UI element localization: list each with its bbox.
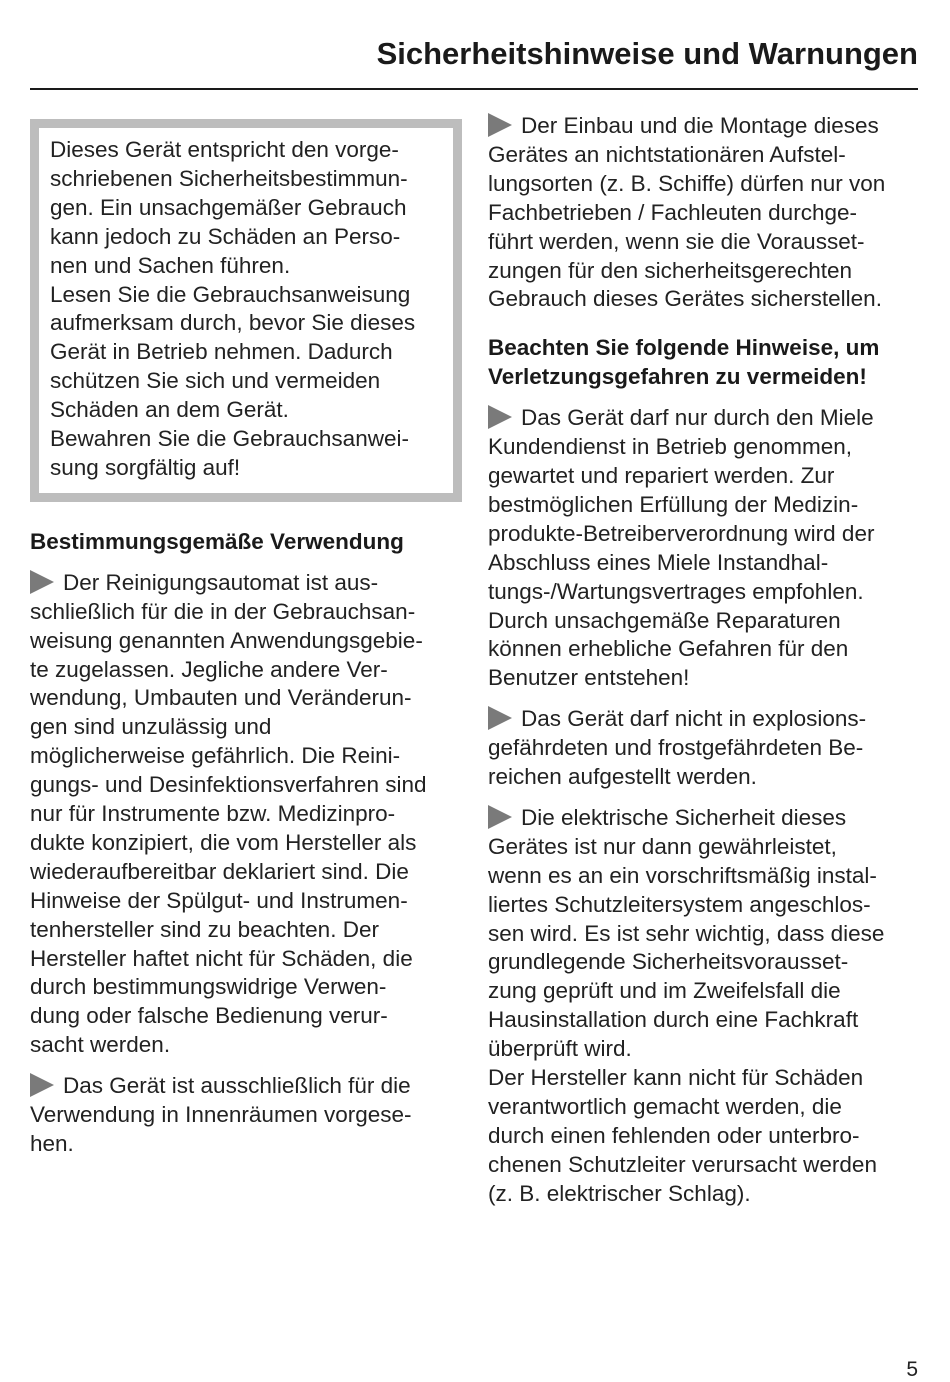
arrow-right-icon <box>30 1073 54 1097</box>
list-item <box>488 705 920 792</box>
safety-notice-text: Dieses Gerät entspricht den vorge- schriebenen Sicherheitsbestimmun- gen. Ein unsachgemäßer Gebrauch kann jedoch zu Schäden an Perso- nen und Sachen führen. Lesen Sie die Gebrauchsanweisung aufmerksam durch, bevor Sie dieses Gerät in Betrieb nehmen. Dadurch schützen Sie sich und vermeiden Schäden an dem Gerät. Bewahren Sie die Gebrauchsanwei- sung sorgfältig auf! <box>50 137 416 480</box>
bullet-text: Das Gerät ist ausschließlich für die Verwendung in Innenräumen vorgese- hen. <box>30 1073 412 1156</box>
bullet-text: Die elektrische Sicherheit dieses Gerätes ist nur dann gewährleistet, wenn es an ein vorschriftsmäßig instal- liertes Schutzleitersystem angeschlos- sen wird. Es ist sehr wichtig, dass diese grundlegende Sicherheitsvorausset- zung geprüft und im Zweifelsfall die Hausinstallation durch eine Fachkraft überprüft wird. Der Hersteller kann nicht für Schäden verantwortlich gemacht werden, die durch einen fehlenden oder unterbro- chenen Schutzleiter verursacht werden (z. B. elektrischer Schlag). <box>488 804 885 1206</box>
arrow-right-icon <box>488 805 512 829</box>
arrow-right-icon <box>488 706 512 730</box>
bullet-text: Der Einbau und die Montage dieses Gerätes an nichtstationären Aufstel- lungsorten (z. B. Schiffe) dürfen nur von Fachbetrieben / Fachleuten durchge- führt werden, wenn sie die Vorausset- zungen für den sicherheitsgerechten Gebrauch dieses Gerätes sicherstellen. <box>488 113 886 312</box>
list-item <box>30 1072 462 1159</box>
arrow-right-icon <box>488 113 512 137</box>
left-column <box>30 112 462 1159</box>
right-column <box>488 112 920 1209</box>
page-number: 5 <box>906 1358 918 1381</box>
bullet-text: Das Gerät darf nicht in explosions- gefährdeten und frostgefährdeten Be- reichen aufgestellt werden. <box>488 706 867 790</box>
safety-notice-box <box>30 119 462 502</box>
bullet-text: Der Reinigungsautomat ist aus- schließlich für die in der Gebrauchsan- weisung genannten Anwendungsgebie- te zugelassen. Jegliche andere Ver- wendung, Umbauten und Veränderun- gen sind unzulässig und möglicherweise gefährlich. Die Reini- gungs- und Desinfektionsverfahren sind nur für Instrumente bzw. Medizinpro- dukte konzipiert, die vom Hersteller als wiederaufbereitbar deklariert sind. Die Hinweise der Spülgut- und Instrumen- tenhersteller sind zu beachten. Der Hersteller haftet nicht für Schäden, die durch bestimmungswidrige Verwen- dung oder falsche Bedienung verur- sacht werden. <box>30 569 427 1058</box>
list-item <box>30 569 462 1060</box>
page-header <box>30 30 918 90</box>
arrow-right-icon <box>488 405 512 429</box>
list-item <box>488 804 920 1209</box>
bullet-text: Das Gerät darf nur durch den Miele Kundendienst in Betrieb genommen, gewartet und repariert werden. Zur bestmöglichen Erfüllung der Medizin- produkte-Betreiberverordnung wird der Abschluss eines Miele Instandhal- tungs-/Wartungsvertrages empfohlen. Durch unsachgemäße Reparaturen können erhebliche Gefahren für den Benutzer entstehen! <box>488 405 875 691</box>
section-heading-injury-prevention: Beachten Sie folgende Hinweise, um Verletzungsgefahren zu vermeiden! <box>488 335 880 390</box>
section-heading-intended-use: Bestimmungsgemäße Verwendung <box>30 528 404 554</box>
arrow-right-icon <box>30 570 54 594</box>
list-item <box>488 112 920 314</box>
list-item <box>488 404 920 693</box>
page-title: Sicherheitshinweise und Warnungen <box>376 36 918 71</box>
